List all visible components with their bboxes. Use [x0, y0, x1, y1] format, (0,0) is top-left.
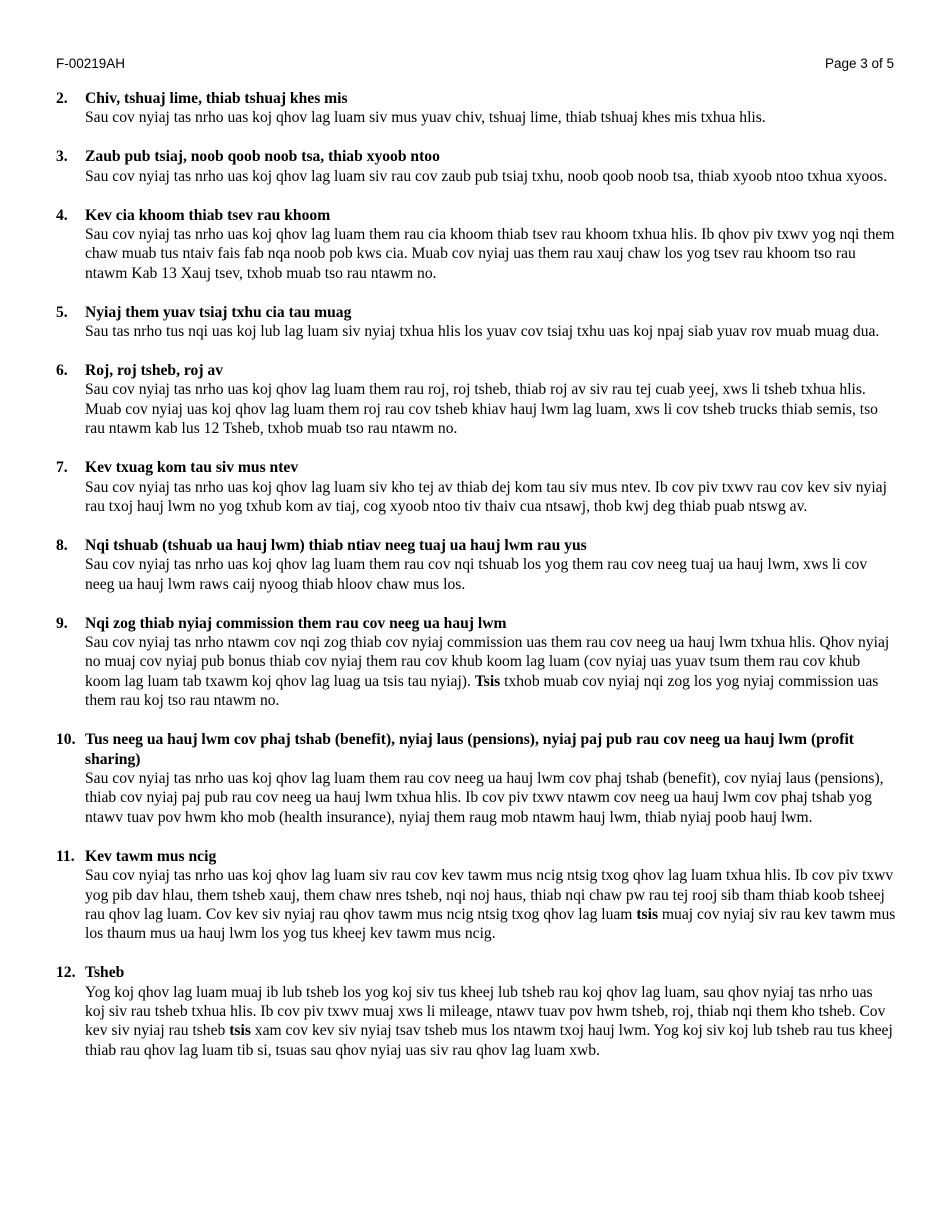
list-item — [56, 536, 896, 594]
item-number: 5. — [56, 303, 68, 321]
item-body: Sau cov nyiaj tas nrho uas koj qhov lag luam siv kho tej av thiab dej kom tau siv mus ntev. Ib cov piv txwv rau cov kev siv nyiaj rau txoj hauj lwm no yog txhub kom av tiaj, cog xyoob ntoo tiv thaiv cua ntsawj, thob kwj deg thiab puab ntswg av. — [85, 478, 887, 515]
item-body: Sau cov nyiaj tas nrho uas koj qhov lag luam them rau cov nqi tshuab los yog them rau cov neeg tuaj ua hauj lwm, xws li cov neeg ua hauj lwm raws caij nyoog thiab hloov chaw mus los. — [85, 556, 868, 593]
item-body: Sau cov nyiaj tas nrho uas koj qhov lag luam siv mus yuav chiv, tshuaj lime, thiab tshuaj khes mis txhua hlis. — [85, 109, 766, 127]
list-item — [56, 206, 896, 284]
item-body: Sau cov nyiaj tas nrho uas koj qhov lag luam them rau roj, roj tsheb, thiab roj av siv rau tej cuab yeej, xws li tsheb txhua hlis. Muab cov nyiaj uas koj qhov lag luam them roj rau cov tsheb khiav hauj lwm lag luam, xws li cov tsheb trucks thiab semis, tso rau ntawm kab lus 12 Tsheb, txhob muab tso rau ntawm no. — [85, 381, 878, 438]
list-item — [56, 614, 896, 711]
page-header — [56, 56, 894, 74]
item-body: Sau cov nyiaj tas nrho ntawm cov nqi zog thiab cov nyiaj commission uas them rau cov neeg ua hauj lwm txhua hlis. Qhov nyiaj no muaj cov nyiaj pub bonus thiab cov nyiaj them rau cov khub koom lag luam (cov nyiaj uas yuav tsum them rau cov khub koom lag luam tab txawm koj qhov lag luag ua tsis tau nyiaj). Tsis txhob muab cov nyiaj nqi zog los yog nyiaj commission uas them rau koj tso rau ntawm no. — [85, 634, 890, 710]
item-title: Kev txuag kom tau siv mus ntev — [85, 459, 299, 477]
item-body: Sau tas nrho tus nqi uas koj lub lag luam siv nyiaj txhua hlis los yuav cov tsiaj txhu uas koj npaj siab yuav rov muab muag dua. — [85, 323, 880, 341]
item-body: Sau cov nyiaj tas nrho uas koj qhov lag luam them rau cov neeg ua hauj lwm cov phaj tshab (benefit), cov nyiaj laus (pensions), thiab cov nyiaj paj pub rau cov neeg ua hauj lwm txhua hlis. Ib cov piv txwv ntawm cov neeg ua hauj lwm cov phaj tshab yog ntawv tuav pov hwm kho mob (health insurance), nyiaj them raug mob ntawm hauj lwm, thiab nyiaj poob hauj lwm. — [85, 769, 884, 826]
item-body: Sau cov nyiaj tas nrho uas koj qhov lag luam siv rau cov kev tawm mus ncig ntsig txog qhov lag luam txhua hlis. Ib cov piv txwv yog pib dav hlau, them tsheb xauj, them chaw nres tsheb, nqi noj haus, thiab nqi chaw pw rau tej rooj sib tham thiab koob tsheej rau qhov lag luam. Cov kev siv nyiaj rau qhov tawm mus ncig ntsig txog qhov lag luam tsis muaj cov nyiaj siv rau kev tawm mus los thaum mus ua hauj lwm los yog tus kheej kev tawm mus ncig. — [85, 867, 896, 943]
item-title: Zaub pub tsiaj, noob qoob noob tsa, thiab xyoob ntoo — [85, 148, 440, 166]
list-item — [56, 847, 896, 944]
item-number: 4. — [56, 206, 68, 224]
item-title: Tsheb — [85, 964, 125, 982]
list-item — [56, 303, 896, 342]
item-title: Roj, roj tsheb, roj av — [85, 362, 224, 380]
item-title: Nqi zog thiab nyiaj commission them rau cov neeg ua hauj lwm — [85, 614, 507, 632]
item-title: Nqi tshuab (tshuab ua hauj lwm) thiab ntiav neeg tuaj ua hauj lwm rau yus — [85, 536, 587, 554]
item-number: 12. — [56, 964, 76, 982]
item-body: Sau cov nyiaj tas nrho uas koj qhov lag luam them rau cia khoom thiab tsev rau khoom txhua hlis. Ib qhov piv txwv yog nqi them chaw muab tus ntaiv fais fab nqa noob pob kws cia. Muab cov nyiaj uas them rau xauj chaw los yog tsev rau khoom tso rau ntawm Kab 13 Xauj tsev, txhob muab tso rau ntawm no. — [85, 226, 895, 282]
item-number: 2. — [56, 90, 68, 107]
item-number: 3. — [56, 148, 68, 166]
list-item — [56, 361, 896, 439]
instructions-list — [56, 89, 896, 1080]
item-title: Tus neeg ua hauj lwm cov phaj tshab (benefit), nyiaj laus (pensions), nyiaj paj pub rau cov neeg ua hauj lwm (profit sharing) — [85, 731, 854, 768]
item-number: 8. — [56, 536, 68, 554]
list-item — [56, 458, 896, 516]
item-body: Yog koj qhov lag luam muaj ib lub tsheb los yog koj siv tus kheej lub tsheb rau koj qhov lag luam, sau qhov nyiaj tas nrho uas koj siv rau tsheb txhua hlis. Ib cov piv txwv muaj xws li mileage, ntawv tuav pov hwm tsheb, roj, thiab nqi them kho tsheb. Cov kev siv nyiaj rau tsheb tsis xam cov kev siv nyiaj tsav tsheb mus los ntawm txoj hauj lwm. Yog koj siv koj lub tsheb rau tus kheej thiab rau qhov lag luam tib si, tsuas sau qhov nyiaj uas siv rau qhov lag luam xwb. — [85, 983, 893, 1059]
item-body: Sau cov nyiaj tas nrho uas koj qhov lag luam siv rau cov zaub pub tsiaj txhu, noob qoob noob tsa, thiab xyoob ntoo txhua xyoos. — [85, 167, 888, 185]
item-title: Kev tawm mus ncig — [85, 847, 217, 865]
item-title: Nyiaj them yuav tsiaj txhu cia tau muag — [85, 303, 352, 321]
page-number: Page 3 of 5 — [824, 56, 894, 71]
item-number: 10. — [56, 731, 76, 749]
item-title: Chiv, tshuaj lime, thiab tshuaj khes mis — [85, 90, 348, 107]
list-item — [56, 730, 896, 827]
list-item — [56, 89, 896, 128]
item-number: 7. — [56, 459, 68, 477]
item-number: 11. — [56, 847, 75, 865]
form-id: F-00219AH — [56, 56, 126, 71]
item-number: 9. — [56, 614, 68, 632]
list-item — [56, 147, 896, 186]
list-item — [56, 963, 896, 1060]
item-title: Kev cia khoom thiab tsev rau khoom — [85, 206, 331, 224]
item-number: 6. — [56, 362, 68, 380]
